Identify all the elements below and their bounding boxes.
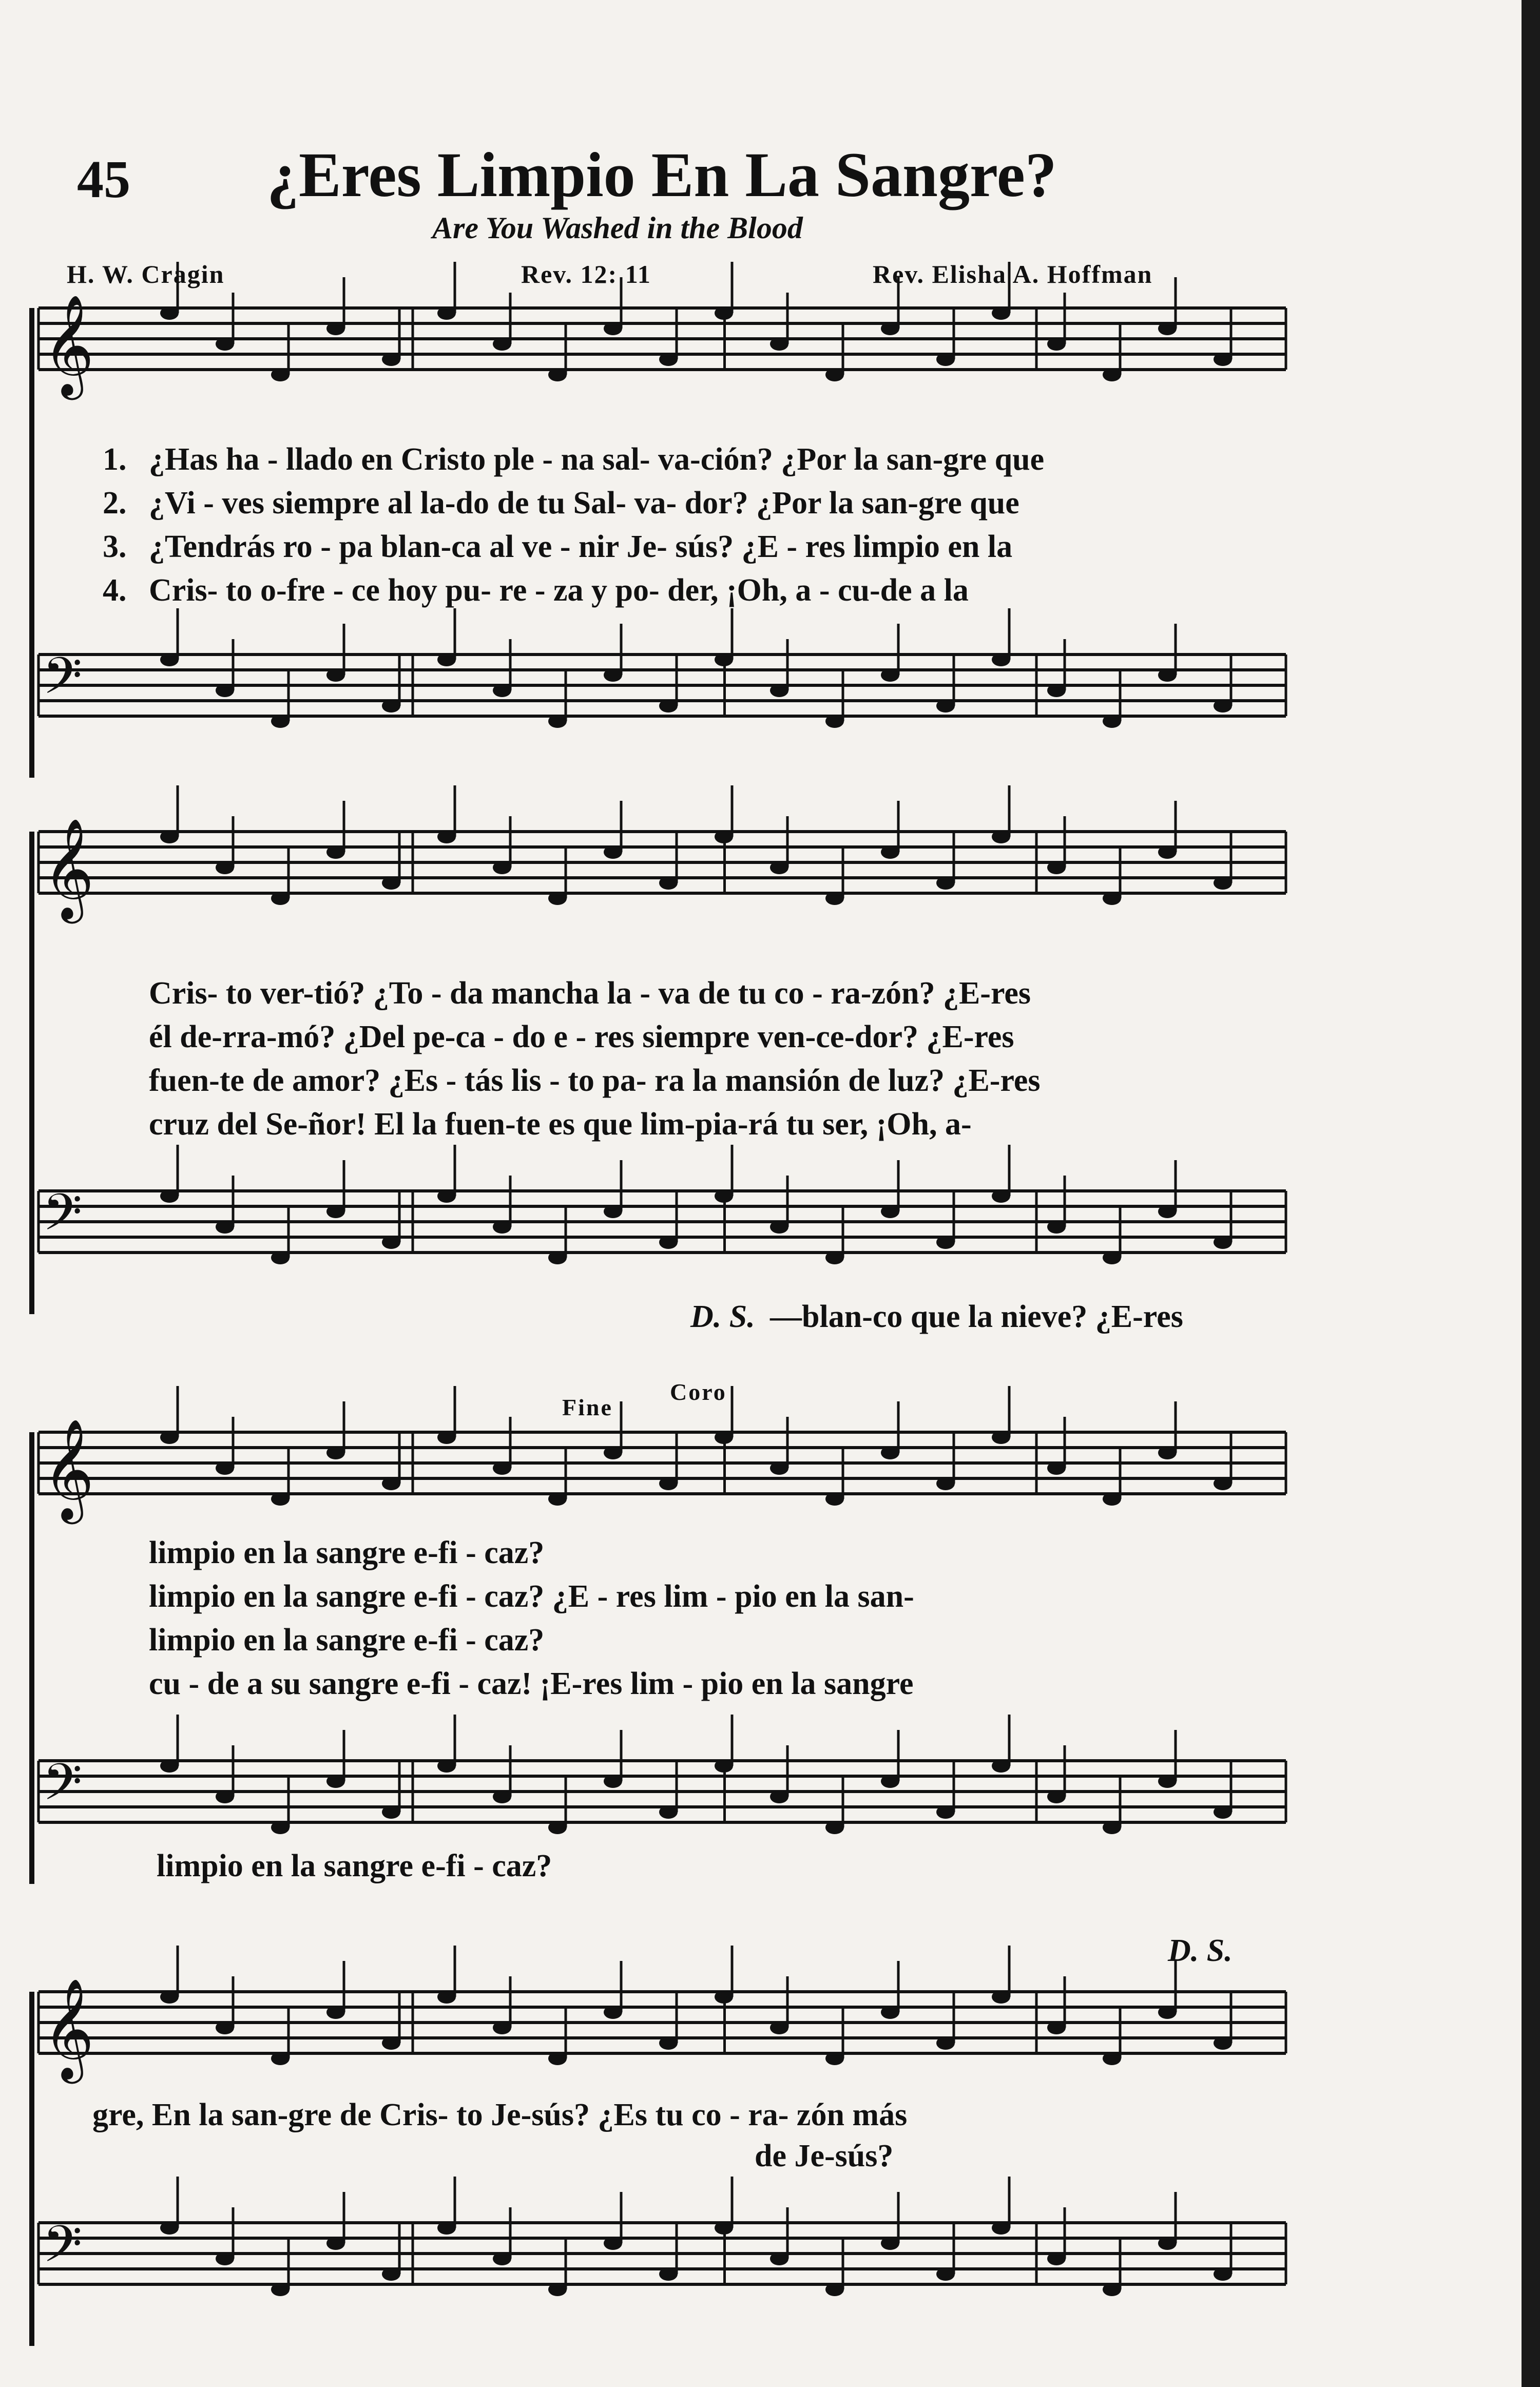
notehead [881,2006,899,2019]
notehead [160,2221,179,2235]
notehead [382,353,400,366]
notehead [437,2221,456,2235]
notehead [881,1775,899,1788]
verse2-line3: limpio en la sangre e-fi - caz? ¿E - res lim - pio en la san- [149,1579,914,1614]
notehead [604,668,622,682]
fine-label: Fine [562,1394,613,1420]
notehead [548,1492,567,1506]
notehead [659,2267,678,2281]
notehead [992,1431,1010,1444]
notehead [160,1759,179,1773]
notehead [493,337,511,351]
notehead [271,2283,290,2296]
notehead [1103,2052,1121,2065]
notehead [326,1205,345,1218]
notehead [1047,684,1066,697]
notehead [770,1461,788,1475]
notehead [936,699,955,713]
notehead [1103,2283,1121,2296]
verse2-number: 2. [103,486,127,521]
notehead [881,1205,899,1218]
notehead [271,2052,290,2065]
verse3-number: 3. [103,529,127,564]
notehead [382,2036,400,2050]
notehead [770,337,788,351]
notehead [1047,1461,1066,1475]
notehead [271,892,290,905]
notehead [493,684,511,697]
notehead [493,1220,511,1234]
notehead [437,1990,456,2004]
notehead [548,1251,567,1264]
notehead [326,1446,345,1459]
notehead [604,2006,622,2019]
notehead [1103,368,1121,381]
composer-credit: H. W. Cragin [67,260,225,288]
notehead [437,1431,456,1444]
hymn-number: 45 [77,150,130,209]
notehead [1047,2021,1066,2034]
notehead [271,1821,290,1834]
notehead [770,684,788,697]
notehead [1214,2267,1232,2281]
notehead [548,2283,567,2296]
notehead [825,2283,844,2296]
notehead [216,2021,234,2034]
notehead [216,1790,234,1803]
ds-label-2: D. S. [1168,1933,1233,1968]
notehead [1103,1251,1121,1264]
notehead [881,845,899,859]
notehead [825,1251,844,1264]
notehead [992,306,1010,320]
notehead [770,861,788,874]
notehead [992,653,1010,666]
notehead [548,1821,567,1834]
treble-clef-icon: 𝄞 [43,1978,94,2080]
notehead [160,1990,179,2004]
notehead [1047,1790,1066,1803]
notehead [382,1477,400,1490]
notehead [1047,337,1066,351]
notehead [271,368,290,381]
notehead [936,2267,955,2281]
notehead [825,1821,844,1834]
hymn-subtitle: Are You Washed in the Blood [432,211,803,245]
chorus-line: gre, En la san-gre de Cris- to Je-sús? ¿Es tu co - ra- zón más [92,2097,908,2132]
notehead [659,876,678,890]
notehead [1047,1220,1066,1234]
notehead [382,699,400,713]
notehead [659,1805,678,1819]
notehead [881,2237,899,2250]
notehead [216,684,234,697]
notehead [160,306,179,320]
notehead [160,653,179,666]
verse3-line2: fuen-te de amor? ¿Es - tás lis - to pa- ra la mansión de luz? ¿E-res [149,1063,1041,1098]
verse2-line1: ¿Vi - ves siempre al la-do de tu Sal- va- dor? ¿Por la san-gre que [149,486,1019,521]
notehead [1103,715,1121,728]
notehead [1103,1492,1121,1506]
notehead [326,2237,345,2250]
notehead [825,2052,844,2065]
notehead [437,830,456,843]
coro-label: Coro [670,1379,727,1405]
notehead [271,1492,290,1506]
notehead [825,892,844,905]
notehead [1214,2036,1232,2050]
notehead [548,368,567,381]
verse1-line3: limpio en la sangre e-fi - caz? [149,1535,545,1570]
notehead [992,1189,1010,1203]
notehead [659,699,678,713]
verse3-line1: ¿Tendrás ro - pa blan-ca al ve - nir Je- sús? ¿E - res limpio en la [149,529,1013,564]
notehead [1158,1446,1177,1459]
verse4-line1: Cris- to o-fre - ce hoy pu- re - za y po- der, ¡Oh, a - cu-de a la [149,573,969,608]
notehead [825,715,844,728]
notehead [770,1790,788,1803]
notehead [659,353,678,366]
treble-clef-icon: 𝄞 [43,1418,94,1520]
bass-clef-icon: 𝄢 [43,2215,83,2286]
treble-clef-icon: 𝄞 [43,818,94,919]
notehead [1214,1805,1232,1819]
notehead [548,2052,567,2065]
ds-label-1: D. S. [690,1299,755,1334]
notehead [1103,892,1121,905]
notehead [1158,1775,1177,1788]
notehead [160,1189,179,1203]
notehead [493,2252,511,2265]
notehead [216,337,234,351]
verse1-line2: Cris- to ver-tió? ¿To - da mancha la - va de tu co - ra-zón? ¿E-res [149,976,1031,1011]
author-credit: Rev. Elisha A. Hoffman [873,260,1153,288]
notehead [936,353,955,366]
notehead [493,1461,511,1475]
verse1-number: 1. [103,442,127,477]
notehead [326,1775,345,1788]
verse4-line3: cu - de a su sangre e-fi - caz! ¡E-res lim - pio en la sangre [149,1666,914,1701]
notehead [659,2036,678,2050]
notehead [992,2221,1010,2235]
treble-clef-icon: 𝄞 [43,294,94,396]
notehead [1158,322,1177,335]
notehead [936,1805,955,1819]
notehead [271,715,290,728]
notehead [992,830,1010,843]
bass-clef-icon: 𝄢 [43,1183,83,1255]
chorus-line-end: de Je-sús? [755,2139,894,2173]
notehead [881,668,899,682]
notehead [604,845,622,859]
notehead [437,1759,456,1773]
notehead [326,2006,345,2019]
notehead [1214,1477,1232,1490]
bass-clef-icon: 𝄢 [43,647,83,718]
notehead [992,1759,1010,1773]
notehead [382,876,400,890]
notehead [659,1477,678,1490]
bass-clef-icon: 𝄢 [43,1753,83,1824]
notehead [1158,2006,1177,2019]
notehead [437,653,456,666]
verse4-number: 4. [103,573,127,608]
notehead [437,306,456,320]
notehead [604,322,622,335]
notehead [382,1805,400,1819]
notehead [493,2021,511,2034]
notehead [1158,668,1177,682]
notehead [216,861,234,874]
notehead [160,1431,179,1444]
verse3-line3: limpio en la sangre e-fi - caz? [149,1623,545,1658]
notehead [382,1236,400,1249]
notehead [548,715,567,728]
notehead [1214,699,1232,713]
notehead [604,1205,622,1218]
notehead [936,2036,955,2050]
notehead [382,2267,400,2281]
notehead [825,1492,844,1506]
notehead [1214,876,1232,890]
verse4-line2: cruz del Se-ñor! El la fuen-te es que lim-pia-rá tu ser, ¡Oh, a- [149,1107,972,1142]
notehead [1158,2237,1177,2250]
notehead [604,1775,622,1788]
notehead [548,892,567,905]
notehead [216,2252,234,2265]
bass-lyric-line: limpio en la sangre e-fi - caz? [157,1849,552,1883]
notehead [659,1236,678,1249]
verse2-line2: él de-rra-mó? ¿Del pe-ca - do e - res siempre ven-ce-dor? ¿E-res [149,1019,1014,1054]
notehead [216,1461,234,1475]
ds-text: —blan-co que la nieve? ¿E-res [770,1299,1183,1334]
notehead [160,830,179,843]
notehead [1158,1205,1177,1218]
notehead [1047,2252,1066,2265]
notehead [604,1446,622,1459]
notehead [604,2237,622,2250]
notehead [1158,845,1177,859]
notehead [1214,353,1232,366]
notehead [770,1220,788,1234]
notehead [493,1790,511,1803]
notehead [437,1189,456,1203]
notehead [216,1220,234,1234]
notehead [326,668,345,682]
notehead [326,322,345,335]
notehead [493,861,511,874]
notehead [936,1477,955,1490]
notehead [770,2252,788,2265]
notehead [770,2021,788,2034]
notehead [992,1990,1010,2004]
notehead [271,1251,290,1264]
notehead [1103,1821,1121,1834]
notehead [326,845,345,859]
notehead [881,322,899,335]
hymn-title: ¿Eres Limpio En La Sangre? [267,140,1057,210]
notehead [936,876,955,890]
notehead [825,368,844,381]
notehead [1047,861,1066,874]
notehead [936,1236,955,1249]
notehead [1214,1236,1232,1249]
verse1-line1: ¿Has ha - llado en Cristo ple - na sal- va-ción? ¿Por la san-gre que [149,442,1045,477]
notehead [881,1446,899,1459]
scripture-reference: Rev. 12: 11 [521,260,651,288]
